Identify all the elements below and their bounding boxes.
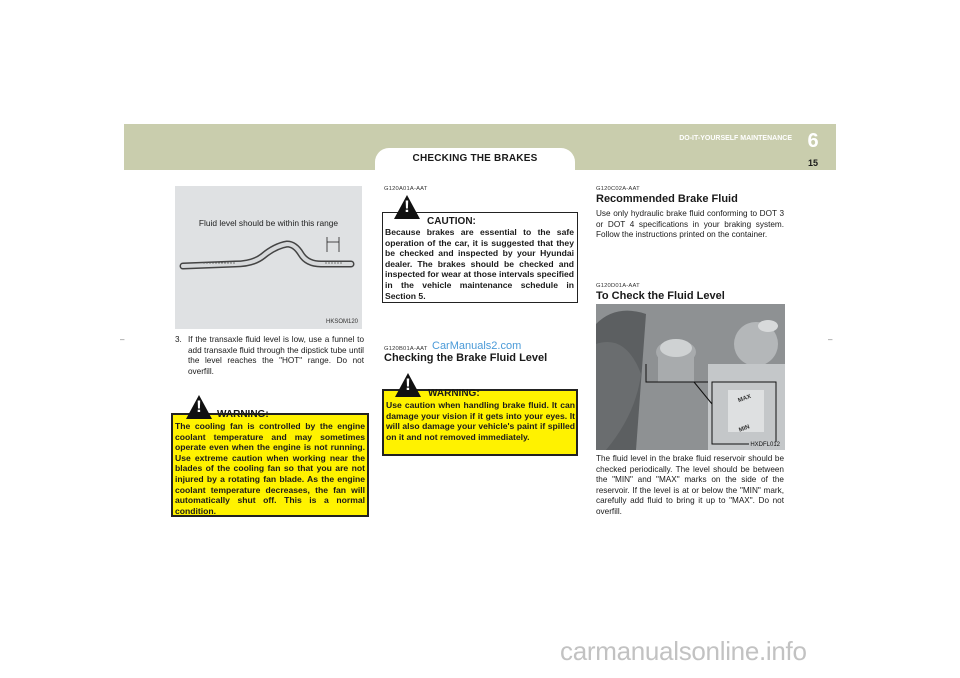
exclamation-mark: ! (196, 397, 202, 416)
section-code: G120B01A-AAT (384, 346, 428, 352)
section-title: DO-IT-YOURSELF MAINTENANCE (679, 135, 792, 142)
check-fluid-text: The fluid level in the brake fluid reservoir should be checked periodically. The level should be between the "MIN" and "MAX" marks on the side of the reservoir. If the level is at or below the "MIN" mark, carefully add fluid to bring it up to "MAX". Do not overfill. (596, 454, 784, 516)
warning-text: Use caution when handling brake fluid. It can damage your vision if it gets into your eyes. It will also damage your vehicle's paint if spilled on it and not removed immediately. (386, 400, 575, 442)
footer-site-link[interactable]: carmanualsonline.info (560, 636, 807, 666)
min-mark: MIN (738, 424, 751, 434)
caution-title: CAUTION: (427, 216, 476, 227)
warning-title: WARNING: (217, 409, 269, 420)
dipstick-figure (175, 186, 362, 329)
watermark-link[interactable]: CarManuals2.com (432, 340, 522, 352)
dipstick-illustration (175, 186, 362, 329)
page-number: 15 (807, 158, 818, 168)
check-fluid-heading: To Check the Fluid Level (596, 290, 725, 302)
photo-code: HXDFL012 (750, 442, 780, 448)
crop-mark: – (120, 335, 125, 344)
warning-text: The cooling fan is controlled by the engine coolant temperature and may sometimes operate even when the engine is not running. Use extreme caution when working near the blades of the cooling fan so that you are not injured by a rotating fan blade. As the engine coolant temperature decreases, the fan will automatically shut off. This is a normal condition. (175, 421, 365, 516)
brake-fluid-level-heading: Checking the Brake Fluid Level (384, 352, 548, 364)
caution-text: Because brakes are essential to the safe operation of the car, it is suggested that they be checked and inspected by your Hyundai dealer. The brakes should be checked and inspected for wear at those intervals specified in the vehicle maintenance schedule in Section 5. (385, 227, 574, 301)
reservoir-illustration (596, 304, 785, 450)
warning-title: WARNING: (428, 388, 480, 399)
recommended-fluid-text: Use only hydraulic brake fluid conforming to DOT 3 or DOT 4 specifications in your braking system. Follow the instructions printed on the container. (596, 209, 784, 240)
section-code: G120A01A-AAT (384, 186, 428, 192)
exclamation-mark: ! (404, 197, 410, 216)
brake-caution-box (382, 197, 578, 303)
page-title: CHECKING THE BRAKES (412, 153, 538, 164)
exclamation-mark: ! (405, 375, 411, 394)
section-number: 6 (807, 130, 819, 152)
step-number: 3. (175, 335, 182, 344)
brake-reservoir-photo (596, 304, 785, 450)
brake-fluid-warning-box (382, 375, 578, 456)
section-code: G120C02A-AAT (596, 186, 640, 192)
recommended-fluid-heading: Recommended Brake Fluid (596, 193, 738, 205)
figure-label: Fluid level should be within this range (198, 218, 339, 228)
crop-mark: – (828, 335, 833, 344)
figure-code: HKSOM120 (325, 319, 358, 325)
max-mark: MAX (737, 393, 752, 405)
cooling-fan-warning-box (171, 397, 369, 517)
step-text: If the transaxle fluid level is low, use a funnel to add transaxle fluid through the dipstick tube until the level reaches the "HOT" range. Do not overfill. (188, 335, 364, 376)
section-code: G120D01A-AAT (596, 283, 640, 289)
